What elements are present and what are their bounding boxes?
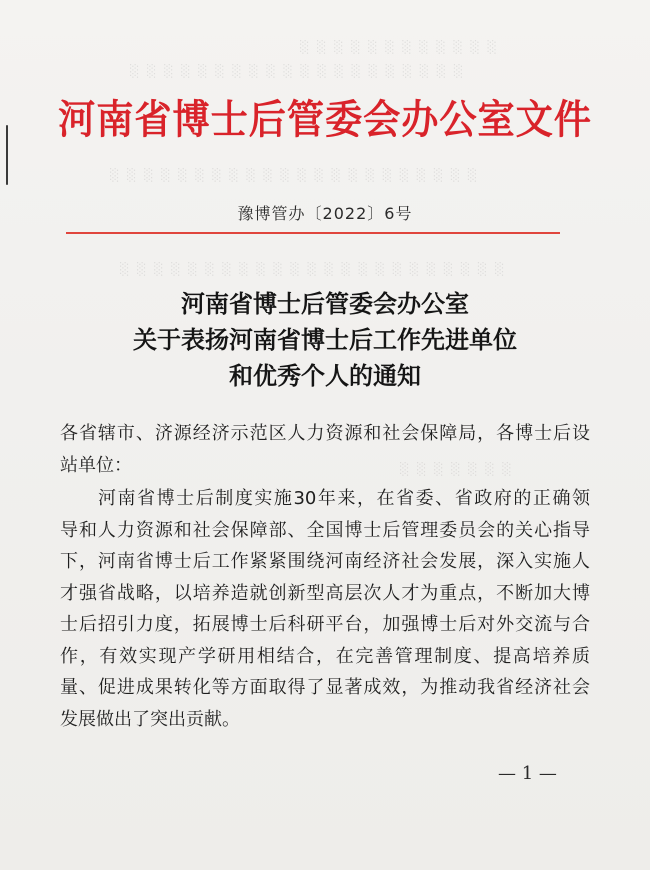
bleed-through-texture: ░ ░ ░ ░ ░ ░ ░ (400, 462, 514, 476)
notice-title (0, 286, 650, 394)
body-line: 河南省博士后制度实施30年来，在省委、省政府的正确领 (98, 488, 590, 509)
notice-title-line: 和优秀个人的通知 (229, 361, 421, 390)
body-line: 才强省战略，以培养造就创新型高层次人才为重点，不断加大博 (60, 582, 590, 604)
body-line: 下，河南省博士后工作紧紧围绕河南经济社会发展，深入实施人 (60, 551, 590, 572)
red-separator-line (66, 232, 560, 234)
document-issuer-header: 河南省博士后管委会办公室文件 (58, 96, 592, 143)
page-number: — 1 — (498, 763, 557, 784)
binding-edge-mark (6, 125, 8, 185)
bleed-through-texture: ░ ░ ░ ░ ░ ░ ░ ░ ░ ░ ░ ░ (300, 40, 499, 54)
bleed-through-texture: ░ ░ ░ ░ ░ ░ ░ ░ ░ ░ ░ ░ ░ ░ ░ ░ ░ ░ ░ ░ ░ ░ ░ (120, 262, 507, 276)
notice-title-line: 关于表扬河南省博士后工作先进单位 (133, 325, 517, 354)
addressee-line: 站单位： (60, 455, 132, 476)
body-line: 导和人力资源和社会保障部、全国博士后管理委员会的关心指导 (60, 519, 590, 541)
body-line: 发展做出了突出贡献。 (60, 708, 240, 730)
body-paragraph (60, 483, 590, 735)
body-line: 士后招引力度，拓展博士后科研平台，加强博士后对外交流与合 (60, 614, 590, 635)
body-line: 作，有效实现产学研用相结合，在完善管理制度、提高培养质 (60, 645, 590, 667)
addressee-block (60, 418, 590, 482)
notice-title-line: 河南省博士后管委会办公室 (181, 289, 469, 318)
document-number: 豫博管办〔2022〕6号 (237, 204, 413, 223)
bleed-through-texture: ░ ░ ░ ░ ░ ░ ░ ░ ░ ░ ░ ░ ░ ░ ░ ░ ░ ░ ░ ░ ░ ░ (110, 168, 480, 182)
body-line: 量、促进成果转化等方面取得了显著成效，为推动我省经济社会 (60, 677, 590, 698)
addressee-line: 各省辖市、济源经济示范区人力资源和社会保障局，各博士后设 (60, 423, 590, 444)
bleed-through-texture: ░ ░ ░ ░ ░ ░ ░ ░ ░ ░ ░ ░ ░ ░ ░ ░ ░ ░ ░ ░ (130, 64, 466, 78)
